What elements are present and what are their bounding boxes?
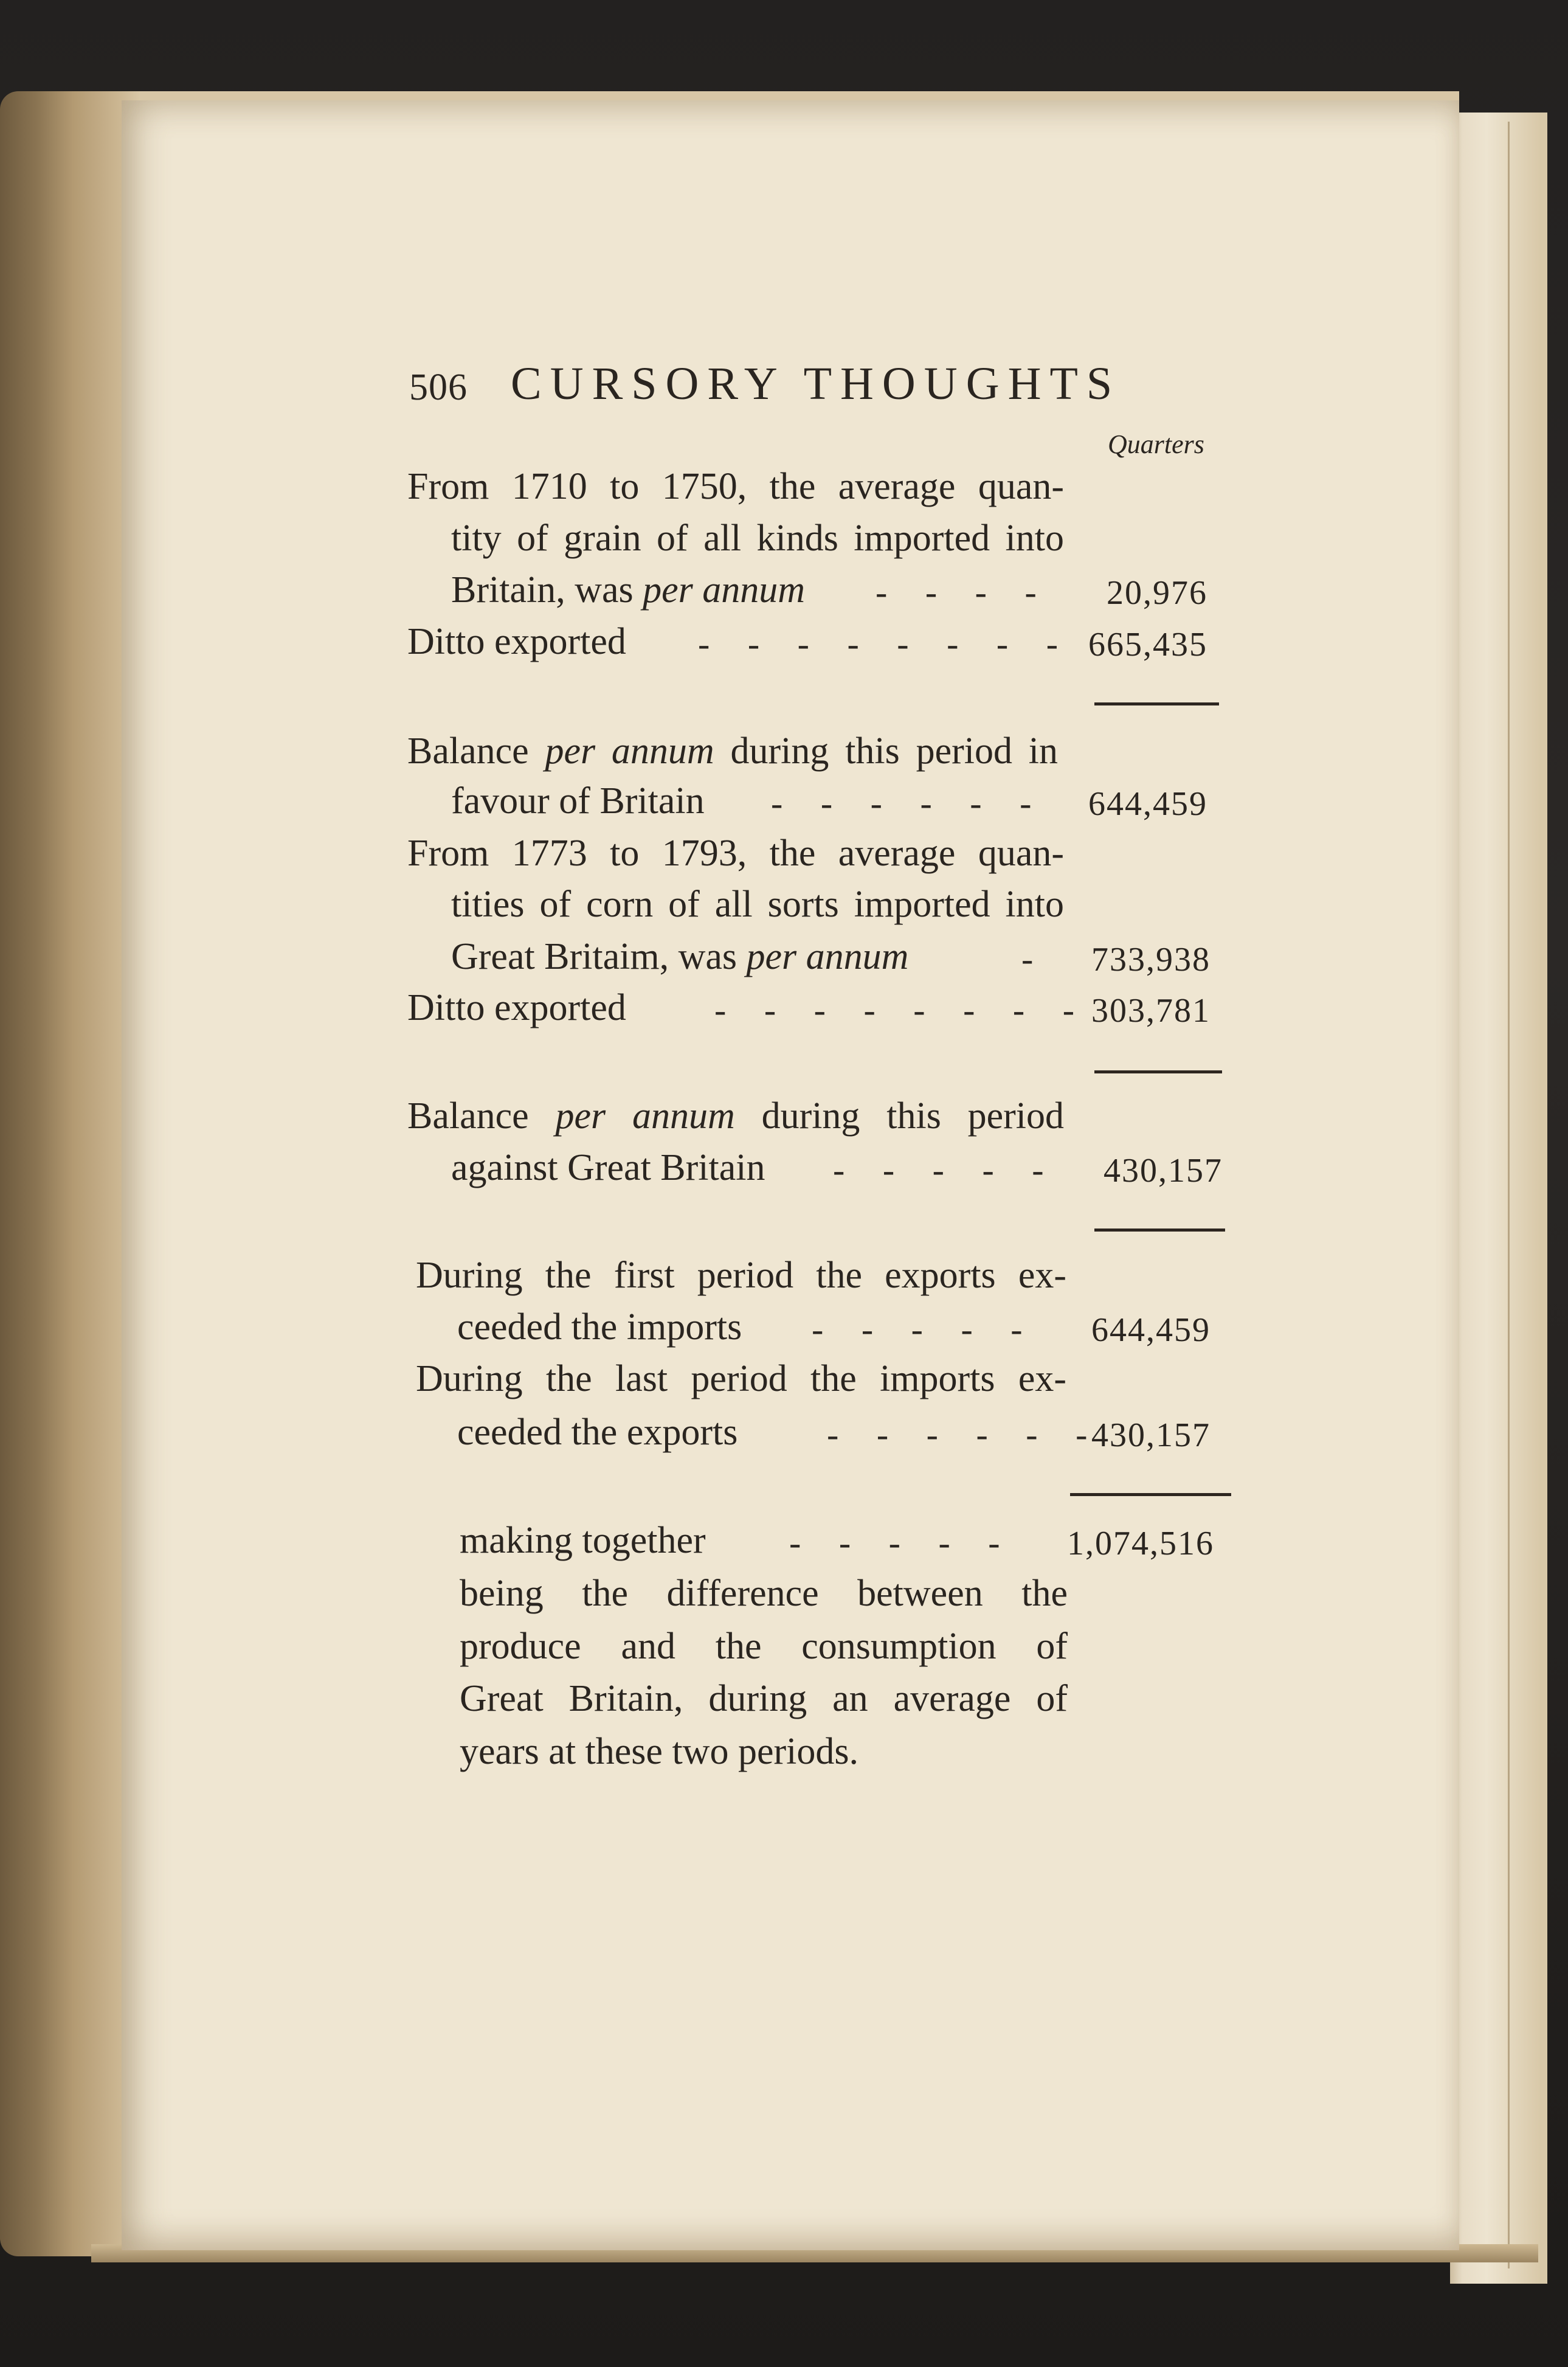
entry-9-line-5: years at these two periods. xyxy=(460,1731,858,1772)
entry-3-text-b: during this period in xyxy=(730,730,1059,772)
entry-5-line: Ditto exported xyxy=(407,987,626,1028)
entry-3-line-2: favour of Britain xyxy=(451,780,705,822)
entry-6-text-a: Balance xyxy=(407,1095,529,1137)
entry-1-line-3 xyxy=(451,569,805,617)
entry-4-line-2: tities of corn of all sorts imported into xyxy=(451,884,1064,925)
entry-4-value: 733,938 xyxy=(1091,941,1211,979)
entry-1-leader: - - - - xyxy=(876,572,1051,612)
entry-2-value: 665,435 xyxy=(1088,626,1207,664)
entry-4-line-3 xyxy=(451,935,908,984)
entry-3-leader: - - - - - - xyxy=(771,783,1046,823)
entry-6-leader: - - - - - xyxy=(833,1150,1059,1190)
entry-6-value: 430,157 xyxy=(1103,1152,1223,1190)
entry-1-line-1: From 1710 to 1750, the average quan- xyxy=(407,466,1064,507)
unit-label: Quarters xyxy=(1108,429,1204,459)
gutter-line xyxy=(1508,122,1510,2268)
entry-2-line: Ditto exported xyxy=(407,621,626,662)
entry-1-value: 20,976 xyxy=(1107,574,1207,612)
entry-3-text-a: Balance xyxy=(407,730,529,772)
running-title: CURSORY THOUGHTS xyxy=(511,358,1121,409)
sum-rule-4 xyxy=(1070,1493,1231,1496)
entry-8-line-2: ceeded the exports xyxy=(457,1412,738,1453)
entry-9-line-2: being the difference between the xyxy=(460,1573,1068,1614)
entry-3-line-1 xyxy=(407,730,1058,778)
page-header xyxy=(407,352,1216,409)
entry-6-italic: per annum xyxy=(555,1095,735,1137)
page-number: 506 xyxy=(409,367,468,408)
entry-8-leader: - - - - - - xyxy=(827,1415,1102,1454)
entry-1-text: Britain, was xyxy=(451,569,634,611)
entry-8-line-1: During the last period the imports ex- xyxy=(416,1358,1066,1399)
entry-5-value: 303,781 xyxy=(1091,992,1211,1030)
entry-9-line-1: making together xyxy=(460,1520,706,1561)
entry-6-text-b: during this period xyxy=(761,1095,1065,1137)
book-page xyxy=(122,100,1459,2250)
facing-page-edge xyxy=(1450,113,1547,2284)
entry-4-italic: per annum xyxy=(746,936,909,977)
sum-rule-3 xyxy=(1094,1229,1225,1232)
entry-9-line-3: produce and the consumption of xyxy=(460,1626,1068,1667)
entry-4-text: Great Britaim, was xyxy=(451,936,737,977)
sum-rule-1 xyxy=(1094,702,1219,705)
entry-2-leader: - - - - - - - - xyxy=(698,624,1073,664)
entry-1-line-2: tity of grain of all kinds imported into xyxy=(451,518,1064,559)
entry-5-leader: - - - - - - - - xyxy=(714,990,1090,1030)
entry-9-line-4: Great Britain, during an average of xyxy=(460,1678,1068,1719)
entry-3-value: 644,459 xyxy=(1088,785,1207,823)
entry-7-value: 644,459 xyxy=(1091,1311,1211,1349)
entry-8-value: 430,157 xyxy=(1091,1416,1211,1454)
entry-9-leader: - - - - - xyxy=(789,1523,1015,1562)
entry-7-line-1: During the first period the exports ex- xyxy=(416,1255,1066,1296)
entry-1-italic: per annum xyxy=(643,569,806,611)
sum-rule-2 xyxy=(1094,1070,1222,1073)
entry-7-line-2: ceeded the imports xyxy=(457,1306,742,1348)
entry-4-line-1: From 1773 to 1793, the average quan- xyxy=(407,833,1064,874)
entry-9-value: 1,074,516 xyxy=(1067,1525,1214,1562)
entry-6-line-2: against Great Britain xyxy=(451,1147,765,1188)
entry-3-italic: per annum xyxy=(545,730,714,772)
entry-6-line-1 xyxy=(407,1095,1064,1143)
entry-4-leader: - xyxy=(1021,939,1048,979)
entry-7-leader: - - - - - xyxy=(812,1309,1037,1349)
